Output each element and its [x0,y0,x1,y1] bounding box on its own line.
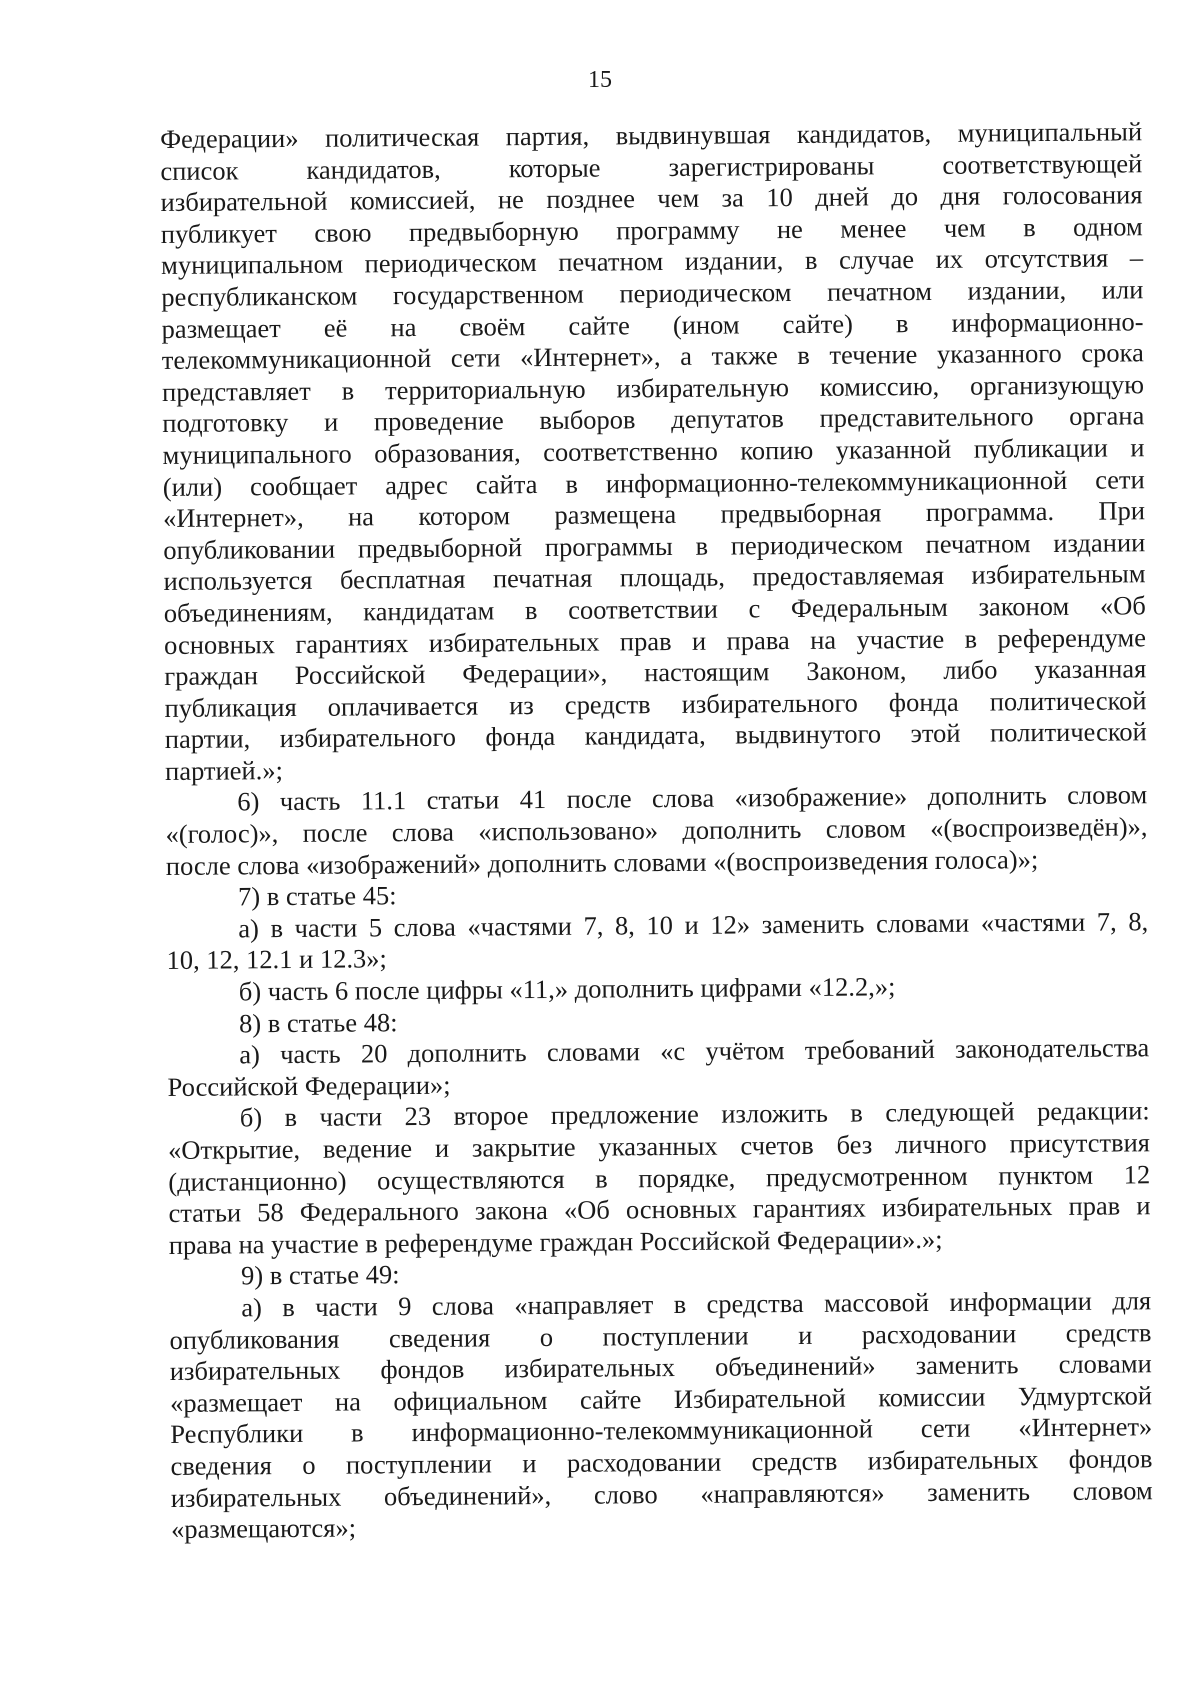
text-line: избирательной комиссией, не позднее чем за 10 дней до дня голосования [160,179,1143,218]
text-line: а) часть 20 дополнить словами «с учётом требований законодательства [239,1032,1150,1070]
text-line: Республики в информационно-телекоммуникационной сети «Интернет» [170,1411,1153,1450]
text-line: список кандидатов, которые зарегистрированы соответствующей [160,147,1143,186]
text-line: муниципального образования, соответственно копию указанной публикации и [162,432,1145,470]
text-line: 10, 12, 12.1 и 12.3»; [166,943,387,976]
text-line: 9) в статье 49: [240,1259,400,1291]
page-number: 15 [588,67,612,93]
text-line: а) в части 9 слова «направляет в средства массовой информации для [241,1285,1152,1323]
text-line: объединениям, кандидатам в соответствии с Федеральным законом «Об [163,590,1146,628]
text-line: партией.»; [164,754,283,786]
text-line: избирательных объединений», слово «направляются» заменить словом [170,1474,1153,1513]
text-line: партии, избирательного фонда кандидата, выдвинутого этой политической [164,716,1147,755]
text-line: Федерации» политическая партия, выдвинувшая кандидатов, муниципальный [160,116,1143,154]
text-line: 8) в статье 48: [238,1006,398,1039]
text-line: республиканском государственном периодическом печатном издании, или [161,274,1144,312]
text-line: избирательных фондов избирательных объединений» заменить словами [169,1348,1152,1387]
document-body [160,116,1153,1545]
text-line: после слова «изображений» дополнить словами «(воспроизведения голоса)»; [165,843,1039,881]
text-line: «Открытие, ведение и закрытие указанных счетов без личного присутствия [167,1127,1151,1165]
text-line: а) в части 5 слова «частями 7, 8, 10 и 12» заменить словами «частями 7, 8, [238,906,1149,944]
text-line: статьи 58 Федерального закона «Об основных гарантиях избирательных прав и [168,1190,1151,1229]
text-line: (дистанционно) осуществляются в порядке, предусмотренном пунктом 12 [168,1158,1151,1197]
text-line: основных гарантиях избирательных прав и права на участие в референдуме [163,621,1147,660]
text-line: муниципальном периодическом печатном издании, в случае их отсутствия – [160,242,1144,281]
text-line: подготовку и проведение выборов депутатов представительного органа [162,400,1145,439]
text-line: (или) сообщает адрес сайта в информационно-телекоммуникационной сети [162,463,1145,502]
text-line: опубликования сведения о поступлении и расходовании средств [169,1316,1152,1355]
text-line: «Интернет», на котором размещена предвыборная программа. При [162,495,1146,534]
text-line: Российской Федерации»; [167,1069,451,1102]
text-line: представляет в территориальную избирательную комиссию, организующую [161,369,1145,407]
text-line: публикация оплачивается из средств избирательного фонда политической [164,684,1147,723]
text-line: 7) в статье 45: [237,880,397,912]
text-line: «размещает на официальном сайте Избирательной комиссии Удмуртской [169,1379,1153,1418]
text-line: права на участие в референдуме граждан Российской Федерации».»; [168,1223,943,1260]
text-line: граждан Российской Федерации», настоящим Законом, либо указанная [164,653,1147,692]
text-line: опубликовании предвыборной программы в периодическом печатном издании [163,526,1146,565]
text-line: телекоммуникационной сети «Интернет», а также в течение указанного срока [161,337,1144,376]
text-line: размещает её на своём сайте (ином сайте) в информационно- [161,305,1144,344]
text-line: 6) часть 11.1 статьи 41 после слова «изображение» дополнить словом [237,779,1148,817]
text-line: используется бесплатная печатная площадь, предоставляемая избирательным [163,558,1146,597]
text-line: б) часть 6 после цифры «11,» дополнить цифрами «12.2,»; [238,971,896,1007]
text-line: «размещаются»; [170,1512,357,1545]
text-line: публикует свою предвыборную программу не менее чем в одном [160,211,1143,249]
text-line: б) в части 23 второе предложение изложить в следующей редакции: [239,1095,1150,1133]
text-line: сведения о поступлении и расходовании средств избирательных фондов [170,1443,1153,1481]
text-line: «(голос)», после слова «использовано» дополнить словом «(воспроизведён)», [165,811,1148,850]
